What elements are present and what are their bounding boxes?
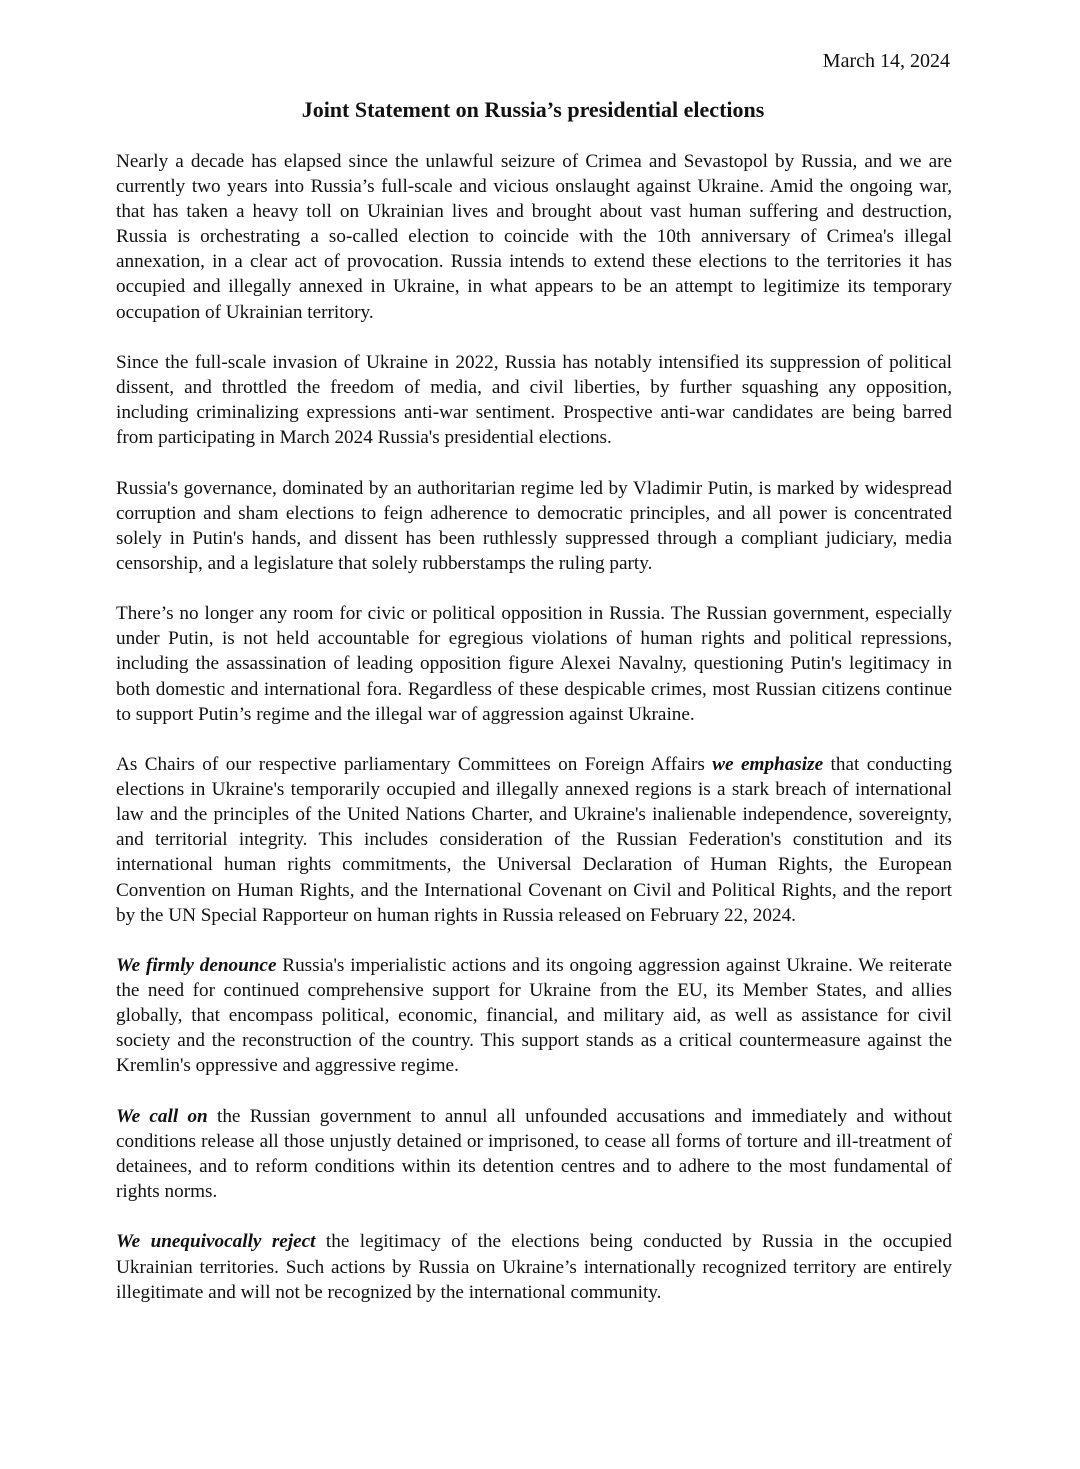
- paragraph-emphasis: we emphasize: [712, 754, 824, 776]
- paragraph-text-continued: that conducting elections in Ukraine's temporarily occupied and illegally annexed regions is a stark breach of international law and the principles of the United Nations Charter, and Ukraine's inalienable independence, sovereignty, and territorial integrity. This includes consideration of the Russian Federation's constitution and its international human rights commitments, the Universal Declaration of Human Rights, the European Convention on Human Rights, and the International Covenant on Civil and Political Rights, and the report by the UN Special Rapporteur on human rights in Russia released on February 22, 2024.: [116, 754, 953, 926]
- paragraph-text: Russia's governance, dominated by an authoritarian regime led by Vladimir Putin, is marked by widespread corruption and sham elections to feign adherence to democratic principles, and all power is concentrated solely in Putin's hands, and dissent has been ruthlessly suppressed through a compliant judiciary, media censorship, and a legislature that solely rubberstamps the ruling party.: [116, 477, 952, 574]
- paragraph-text: Nearly a decade has elapsed since the unlawful seizure of Crimea and Sevastopol by Russia, and we are currently two years into Russia’s full-scale and vicious onslaught against Ukraine. Amid the ongoing war, that has taken a heavy toll on Ukrainian lives and brought about vast human suffering and destruction, Russia is orchestrating a so-called election to coincide with the 10th anniversary of Crimea's illegal annexation, in a clear act of provocation. Russia intends to extend these elections to the territories it has occupied and illegally annexed in Ukraine, in what appears to be an attempt to legitimize its temporary occupation of Ukrainian territory.: [116, 151, 952, 323]
- paragraph-2: [116, 350, 952, 450]
- paragraph-5: [116, 752, 952, 928]
- paragraph-text: Russia's imperialistic actions and its ongoing aggression against Ukraine. We reiterate the need for continued comprehensive support for Ukraine from the EU, its Member States, and allies globally, that encompass political, economic, financial, and military aid, as well as assistance for civil society and the reconstruction of the country. This support stands as a critical countermeasure against the Kremlin's oppressive and aggressive regime.: [116, 955, 952, 1077]
- paragraph-4: [116, 601, 952, 726]
- paragraph-3: [116, 476, 952, 576]
- paragraph-7: [116, 1104, 952, 1204]
- paragraph-text: There’s no longer any room for civic or political opposition in Russia. The Russian government, especially under Putin, is not held accountable for egregious violations of human rights and political repressions, including the assassination of leading opposition figure Alexei Navalny, questioning Putin's legitimacy in both domestic and international fora. Regardless of these despicable crimes, most Russian citizens continue to support Putin’s regime and the illegal war of aggression against Ukraine.: [116, 603, 952, 725]
- paragraph-lead-emphasis: We unequivocally reject: [116, 1231, 316, 1253]
- document-body: [116, 149, 952, 1330]
- paragraph-6: [116, 953, 952, 1078]
- paragraph-text: the Russian government to annul all unfounded accusations and immediately and without conditions release all those unjustly detained or imprisoned, to cease all forms of torture and ill-treatment of detainees, and to reform conditions within its detention centres and to adhere to the most fundamental of rights norms.: [116, 1105, 952, 1203]
- paragraph-text: Since the full-scale invasion of Ukraine in 2022, Russia has notably intensified its suppression of political dissent, and throttled the freedom of media, and civil liberties, by further squashing any opposition, including criminalizing expressions anti-war sentiment. Prospective anti-war candidates are being barred from participating in March 2024 Russia's presidential elections.: [116, 351, 952, 449]
- document-title: Joint Statement on Russia’s presidential elections: [301, 97, 765, 122]
- paragraph-lead-emphasis: We call on: [116, 1105, 208, 1127]
- paragraph-text: the legitimacy of the elections being conducted by Russia in the occupied Ukrainian territories. Such actions by Russia on Ukraine’s internationally recognized territory are entirely illegitimate and will not be recognized by the international community.: [116, 1231, 952, 1303]
- document-date: March 14, 2024: [822, 50, 950, 72]
- paragraph-8: [116, 1229, 952, 1304]
- paragraph-text: As Chairs of our respective parliamentary Committees on Foreign Affairs: [116, 754, 713, 776]
- paragraph-1: [116, 149, 952, 325]
- paragraph-lead-emphasis: We firmly denounce: [116, 955, 277, 977]
